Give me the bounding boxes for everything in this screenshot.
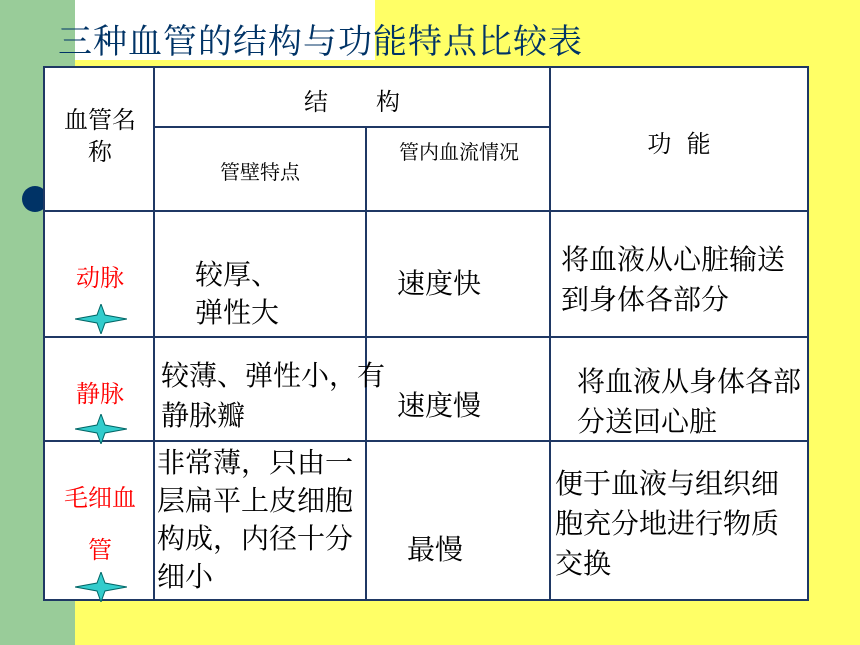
comparison-table [43, 66, 809, 601]
row-artery-flow: 速度快 [397, 267, 482, 300]
hline-1 [45, 210, 807, 212]
header-function: 功 能 [647, 130, 711, 158]
row-artery-wall: 较厚、弹性大 [195, 258, 280, 329]
row-vein-wall: 较薄、弹性小，有静脉瓣 [161, 359, 386, 432]
row-vein-name: 静脉 [76, 380, 124, 408]
row-capillary-name: 毛细血管 [64, 484, 136, 564]
vline-1 [153, 68, 155, 599]
row-capillary-function: 便于血液与组织细胞充分地进行物质交换 [555, 467, 780, 580]
hline-2 [45, 336, 807, 338]
star-icon [75, 304, 127, 334]
header-structure: 结 构 [304, 88, 400, 116]
row-vein-flow: 速度慢 [397, 389, 482, 422]
header-flow: 管内血流情况 [399, 140, 519, 164]
header-wall: 管壁特点 [220, 160, 300, 184]
row-capillary-flow: 最慢 [407, 533, 464, 566]
header-vessel-name: 血管名称 [64, 106, 136, 166]
row-artery-name: 动脉 [76, 264, 124, 292]
page-title: 三种血管的结构与功能特点比较表 [58, 22, 583, 62]
row-capillary-wall: 非常薄，只由一层扁平上皮细胞构成，内径十分细小 [157, 446, 354, 593]
hline-sub [153, 126, 551, 128]
row-vein-function: 将血液从身体各部分送回心脏 [577, 365, 802, 438]
star-icon [75, 572, 127, 602]
row-artery-function: 将血液从心脏输送到身体各部分 [561, 243, 786, 316]
star-icon [75, 414, 127, 444]
